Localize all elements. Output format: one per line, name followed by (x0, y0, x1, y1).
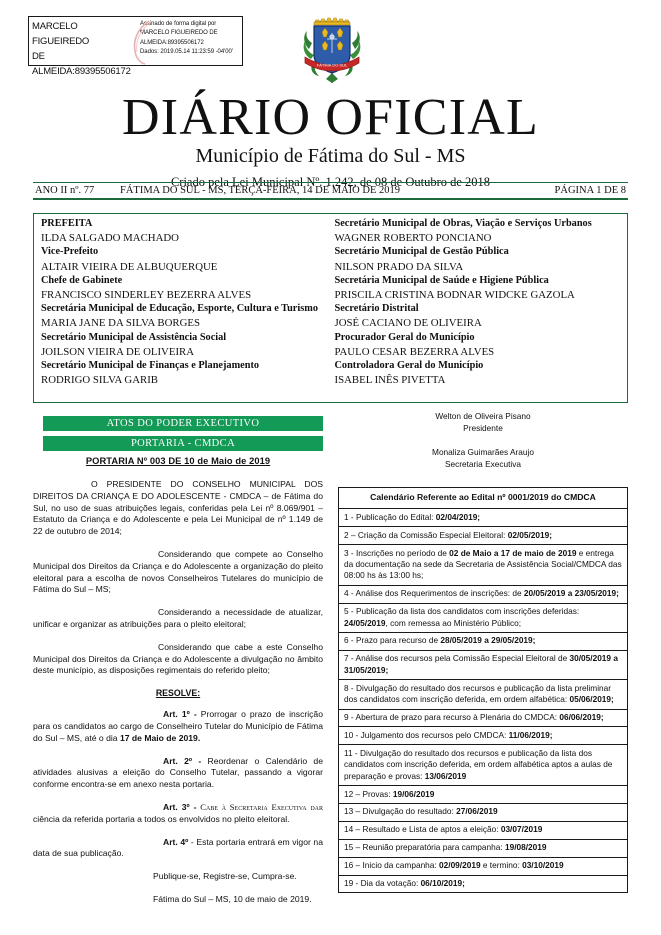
svg-text:FÁTIMA DO SUL: FÁTIMA DO SUL (316, 62, 348, 68)
portaria-art-3 (33, 802, 323, 826)
calendar-item (339, 650, 628, 679)
portaria-art-2-text: Reordenar o Calendário de atividades alusivas a eleição do Conselho Tutelar, passando a vigorar conforme encontra-se em anexo nesta portaria. (33, 755, 323, 790)
portaria-considerando-2 (33, 607, 323, 631)
portaria-considerando-3 (33, 642, 323, 677)
official-role: Secretário Municipal de Gestão Pública (334, 246, 509, 258)
official-name: NILSON PRADO DA SILVA (334, 260, 464, 273)
calendar-table (338, 487, 628, 894)
portaria-art-2-label: Art. 2º - (163, 755, 202, 766)
calendar-item (339, 527, 628, 545)
calendar-item (339, 603, 628, 632)
table-row-header (339, 487, 628, 509)
calendar-table-header: Calendário Referente ao Edital nº 0001/2019 do CMDCA (339, 487, 628, 509)
masthead-subtitle: Município de Fátima do Sul - MS (195, 145, 466, 167)
official-role: Chefe de Gabinete (41, 274, 123, 286)
official-role: Secretária Municipal de Educação, Esporte, Cultura e Turismo (41, 303, 318, 315)
table-row (339, 709, 628, 727)
issue-place-date: FÁTIMA DO SUL - MS, TERÇA-FEIRA, 14 DE MAIO DE 2019 (120, 185, 401, 196)
calendar-item-tail: , com remessa ao Ministério Público; (385, 617, 522, 628)
table-row (339, 650, 628, 679)
calendar-item-date: 02/09/2019 (439, 860, 481, 871)
portaria-art-3-text: ciência da referida portaria a todos os envolvidos no pleito eleitoral. (33, 813, 290, 824)
official-role: Vice-Prefeito (41, 246, 99, 258)
official-role: Secretário Distrital (334, 303, 419, 315)
signature-name-line-2: DE (32, 51, 45, 62)
portaria-title: PORTARIA Nº 003 DE 10 de Maio de 2019 (85, 456, 271, 466)
calendar-item-tail: e termino: (480, 860, 523, 871)
official-name: RODRIGO SILVA GARIB (41, 374, 158, 387)
table-row (339, 839, 628, 857)
signature-detail-line-4: Dados: 2019.05.14 11:23:59 -04'00' (140, 49, 233, 56)
calendar-item-text: 10 - Julgamento dos recursos pelo CMDCA: (344, 729, 509, 740)
official-name: MARIA JANE DA SILVA BORGES (41, 317, 200, 330)
portaria-local-data-text: Fátima do Sul – MS, 10 de maio de 2019. (153, 893, 312, 904)
official-role: Secretário Municipal de Finanças e Planejamento (41, 360, 260, 372)
calendar-item-date: 11/06/2019; (508, 729, 553, 740)
calendar-item-text: 16 – Inicio da campanha: (344, 860, 440, 871)
calendar-item (339, 585, 628, 603)
calendar-item-text: 2 – Criação da Comissão Especial Eleitoral: (344, 529, 508, 540)
official-role: Secretário Municipal de Assistência Social (41, 331, 227, 343)
official-name: FRANCISCO SINDERLEY BEZERRA ALVES (41, 289, 252, 302)
page-title: DIÁRIO OFICIAL (122, 89, 539, 146)
calendar-item (339, 545, 628, 586)
calendar-item-text: 6 - Prazo para recurso de (344, 635, 441, 646)
official-role: Controladora Geral do Município (334, 360, 484, 372)
portaria-art-1 (33, 709, 323, 744)
signature-detail-block (137, 17, 242, 65)
portaria-art-1-label: Art. 1º - (163, 709, 197, 720)
signatory-name: Welton de Oliveira Pisano (435, 411, 531, 421)
calendar-item-date: 19/08/2019 (504, 842, 547, 853)
table-row (339, 745, 628, 786)
article-left-column (33, 456, 323, 917)
table-row (339, 875, 628, 893)
officials-column-right (331, 217, 628, 402)
table-row (339, 509, 628, 527)
calendar-item-text: 11 - Divulgação do resultado dos recursos e publicação da lista dos candidatos com inscrição deferida, em ordem alfabética aptos a aulas de preparação e provas: (344, 747, 613, 781)
portaria-resolve-label: RESOLVE: (155, 688, 201, 699)
calendar-item (339, 680, 628, 709)
calendar-item (339, 857, 628, 875)
section-banner-portaria-cmdca: PORTARIA - CMDCA (43, 436, 323, 451)
table-row (339, 803, 628, 821)
table-row (339, 821, 628, 839)
portaria-art-2 (33, 756, 323, 791)
calendar-item (339, 875, 628, 893)
signature-name-line-3: ALMEIDA:89395506172 (32, 66, 131, 77)
portaria-art-3-text-smallcaps: Cabe à Secretaria Executiva dar (196, 801, 324, 812)
calendar-item-date: 19/06/2019 (392, 788, 435, 799)
portaria-publique-se: Publique-se, Registre-se, Cumpra-se. (153, 871, 297, 882)
officials-box (33, 213, 628, 403)
portaria-art-4-text: - Esta portaria entrará em vigor na data de sua publicação. (33, 836, 323, 859)
official-role: Procurador Geral do Município (334, 331, 475, 343)
calendar-item (339, 803, 628, 821)
calendar-item-text: 12 – Provas: (344, 788, 393, 799)
calendar-item-tail: e entrega da documentação na sede da Secretaria de Assistência Social/CMDCA das 08:00 hs às 13:00 hs; (344, 547, 622, 581)
signature-detail-line-3: ALMEIDA:89395506172 (140, 39, 204, 46)
signatory-name: Monaliza Guimarães Araujo (432, 446, 534, 457)
portaria-considerando-3-text: Considerando que cabe a este Conselho Municipal dos Direitos da Criança e do Adolescente a divulgação no âmbito deste município, as disposições regimentais do referido pleito; (33, 641, 323, 676)
officials-column-left (34, 217, 331, 402)
calendar-item (339, 709, 628, 727)
calendar-item-date: 06/06/2019; (559, 712, 604, 722)
calendar-item-text: 1 - Publicação do Edital: (344, 511, 436, 522)
calendar-item (339, 509, 628, 527)
signatory-role: Presidente (463, 423, 503, 434)
calendar-item (339, 786, 628, 804)
calendar-item-date: 02 de Maio a 17 de maio de 2019 (449, 547, 577, 558)
calendar-item-text: 14 – Resultado e Lista de aptos a eleição: (344, 824, 501, 835)
table-row (339, 527, 628, 545)
signatory-block-president (338, 410, 628, 435)
table-row (339, 545, 628, 586)
calendar-item-text: 8 - Divulgação do resultado dos recursos e publicação da lista preliminar dos candidatos com inscrição deferida, em ordem alfabética: (344, 682, 612, 705)
portaria-considerando-1-text: Considerando que compete ao Conselho Municipal dos Direitos da Criança e do Adolescente a organização do pleito eleitoral para a escolha de novos Conselheiros Tutelares do município de Fátima do Sul – MS; (33, 548, 323, 595)
official-name: JOSÉ CACIANO DE OLIVEIRA (334, 317, 482, 330)
official-name: ALTAIR VIEIRA DE ALBUQUERQUE (41, 260, 218, 273)
calendar-item-date: 24/05/2019 (344, 617, 386, 628)
calendar-item-text: 5 - Publicação da lista dos candidatos com inscrições deferidas: (344, 606, 580, 617)
portaria-local-data (33, 894, 323, 906)
calendar-item-text: 4 - Análise dos Requerimentos de inscrições: de (344, 588, 524, 599)
official-name: WAGNER ROBERTO PONCIANO (334, 232, 492, 245)
calendar-item-date: 03/07/2019 (500, 824, 543, 835)
calendar-item (339, 745, 628, 786)
official-role: Secretária Municipal de Saúde e Higiene Pública (334, 274, 549, 286)
portaria-preamble (33, 479, 323, 538)
table-row (339, 585, 628, 603)
calendar-item (339, 727, 628, 745)
portaria-art-3-label: Art. 3º - (163, 801, 197, 812)
portaria-preamble-text: O PRESIDENTE DO CONSELHO MUNICIPAL DOS DIREITOS DA CRIANÇA E DO ADOLESCENTE - CMDCA – de Fátima do Sul, no uso de suas atribuições legais, conferidas pela Lei nº 8.069/901 – Estatuto da Criança e do Adolescente e pela Lei Municipal de nº 1.149 de 22 de outubro de 2014; (33, 479, 323, 537)
calendar-item-date: 28/05/2019 a 29/05/2019; (440, 635, 536, 646)
calendar-item-date-end: 03/10/2019 (522, 860, 564, 871)
calendar-item (339, 821, 628, 839)
official-role: Secretário Municipal de Obras, Viação e Serviços Urbanos (334, 218, 592, 229)
official-role: PREFEITA (41, 218, 93, 229)
calendar-item-date: 02/04/2019; (435, 511, 481, 522)
official-name: PRISCILA CRISTINA BODNAR WIDCKE GAZOLA (334, 289, 575, 302)
calendar-item-date: 20/05/2019 a 23/05/2019; (523, 588, 619, 599)
calendar-item-date: 30/05/2019 a 31/05/2019; (344, 653, 618, 675)
table-row (339, 680, 628, 709)
signature-detail-line-2: MARCELO FIGUEIREDO DE (140, 30, 218, 37)
calendar-item-text: 9 - Abertura de prazo para recurso à Plenária do CMDCA: (344, 712, 560, 722)
signatory-role: Secretaria Executiva (444, 459, 522, 470)
section-banner-atos-poder-executivo: ATOS DO PODER EXECUTIVO (43, 416, 323, 431)
signature-name-block (29, 17, 137, 77)
table-row (339, 786, 628, 804)
issue-info-bar (33, 182, 628, 200)
page-number: PÁGINA 1 DE 8 (554, 185, 626, 196)
calendar-item-date: 02/05/2019; (507, 529, 553, 540)
signature-name-line-1: MARCELO FIGUEIREDO (32, 21, 90, 47)
calendar-item-date: 27/06/2019 (456, 806, 498, 817)
table-row (339, 727, 628, 745)
masthead-law-line: Criado pela Lei Municipal Nº. 1.242, de 08 de Outubro de 2018 (170, 175, 491, 189)
portaria-art-4-label: Art. 4º (163, 836, 189, 847)
calendar-item-text: 19 - Dia da votação: (344, 878, 421, 889)
calendar-item-text: 7 - Análise dos recursos pela Comissão Especial Eleitoral de (344, 653, 570, 664)
portaria-considerando-2-text: Considerando a necessidade de atualizar, unificar e organizar as atribuições para o pleito eleitoral; (33, 607, 323, 629)
official-name: JOILSON VIEIRA DE OLIVEIRA (41, 345, 195, 358)
coat-of-arms-icon (299, 13, 365, 85)
signatory-spacer (338, 435, 628, 446)
calendar-item (339, 632, 628, 650)
table-row (339, 857, 628, 875)
issue-number: ANO II nº. 77 (35, 185, 95, 196)
table-row (339, 603, 628, 632)
official-name: ILDA SALGADO MACHADO (41, 232, 179, 245)
signatory-block-secretary (338, 446, 628, 471)
signature-detail-line-1: Assinado de forma digital por (140, 21, 217, 27)
portaria-art-4 (33, 837, 323, 861)
article-right-column (338, 410, 628, 893)
portaria-art-1-deadline: 17 de Maio de 2019. (119, 732, 201, 743)
official-name: ISABEL INÊS PIVETTA (334, 374, 446, 387)
masthead (0, 90, 661, 191)
calendar-item-text: 3 - Inscrições no período de (344, 547, 450, 558)
calendar-item-date: 13/06/2019 (424, 770, 467, 781)
calendar-item-text: 13 – Divulgação do resultado: (344, 806, 457, 817)
official-name: PAULO CESAR BEZERRA ALVES (334, 345, 495, 358)
portaria-art-1-text: Prorrogar o prazo de inscrição para os candidatos ao cargo de Conselheiro Tutelar do Município de Fátima do Sul – MS, até o dia (33, 709, 323, 743)
calendar-item (339, 839, 628, 857)
table-row (339, 632, 628, 650)
digital-signature-stamp (28, 16, 243, 77)
calendar-item-date: 05/06/2019; (569, 694, 614, 705)
calendar-item-date: 06/10/2019; (420, 878, 465, 889)
calendar-item-text: 15 – Reunião preparatória para campanha: (344, 842, 505, 853)
portaria-considerando-1 (33, 549, 323, 596)
